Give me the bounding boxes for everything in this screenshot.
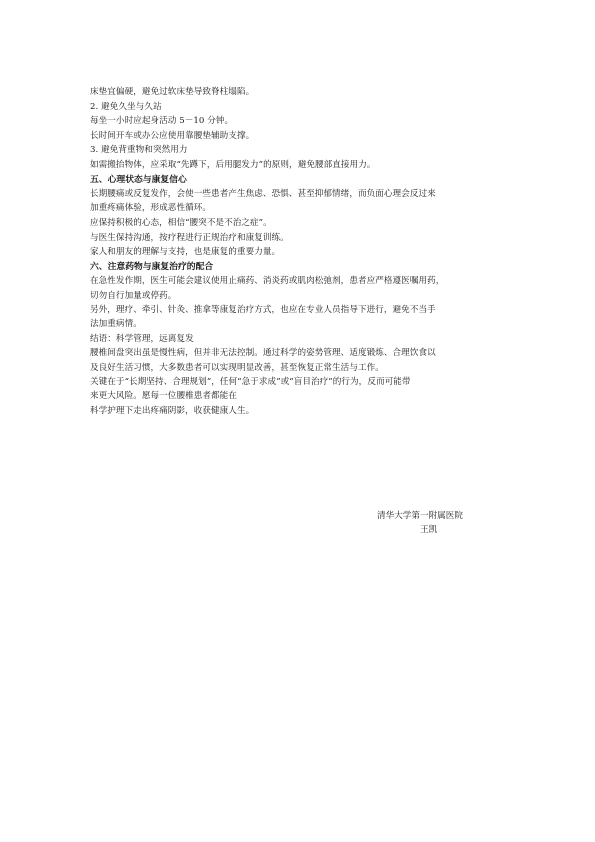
signature-author: 王凯 [420,525,438,535]
body-line: 家人和朋友的理解与支持，也是康复的重要力量。 [90,247,281,258]
body-line: 长时间开车或办公应使用靠腰垫辅助支撑。 [90,130,255,141]
body-line: 床垫宜偏硬，避免过软床垫导致脊柱塌陷。 [90,87,255,97]
body-line: 关键在于“长期坚持、合理规划”，任何“急于求成”或“盲目治疗”的行为，反而可能带 [90,377,411,388]
signature-institution: 清华大学第一附属医院 [377,511,463,521]
document-body [90,87,510,420]
body-line: 及良好生活习惯，大多数患者可以实现明显改善，甚至恢复正常生活与工作。 [90,362,384,373]
conclusion-title: 结语：科学管理，远离复发 [90,333,194,344]
body-line: 加重疼痛体验，形成恶性循环。 [90,203,212,214]
signature-block [377,511,517,539]
paragraph [90,377,510,416]
subheading-avoid-sitting: 2. 避免久坐与久站 [90,101,162,112]
body-line: 每坐一小时应起身活动 5－10 分钟。 [90,116,234,127]
paragraph [90,305,510,330]
body-line: 应保持积极的心态，相信“腰突不是不治之症”。 [90,217,272,228]
section-heading-mental-state: 五、心理状态与康复信心 [90,174,187,185]
body-line: 科学护理下走出疼痛阴影，收获健康人生。 [90,405,255,416]
body-line: 法加重病情。 [90,319,142,330]
body-line: 另外，理疗、牵引、针灸、推拿等康复治疗方式，也应在专业人员指导下进行，避免不当手 [90,305,436,316]
body-line: 腰椎间盘突出虽是慢性病，但并非无法控制。通过科学的姿势管理、适度锻炼、合理饮食以 [90,348,436,359]
section-heading-medication: 六、注意药物与康复治疗的配合 [90,261,214,272]
body-line: 在急性发作期，医生可能会建议使用止痛药、消炎药或肌肉松弛剂，患者应严格遵医嘱用药， [90,276,445,287]
paragraph [90,348,510,373]
body-line: 如需搬抬物体，应采取“先蹲下，后用腿发力”的原则，避免腰部直接用力。 [90,159,376,170]
paragraph [90,276,510,301]
paragraph [90,189,510,214]
body-line: 来更大风险。愿每一位腰椎患者都能在 [90,391,237,402]
body-line: 长期腰痛或反复发作，会使一些患者产生焦虑、恐惧、甚至抑郁情绪，而负面心理会反过来 [90,189,436,200]
body-line: 切勿自行加量或停药。 [90,290,177,301]
body-line: 与医生保持沟通，按疗程进行正规治疗和康复训练。 [90,232,289,243]
subheading-avoid-lifting: 3. 避免背重物和突然用力 [90,145,188,156]
